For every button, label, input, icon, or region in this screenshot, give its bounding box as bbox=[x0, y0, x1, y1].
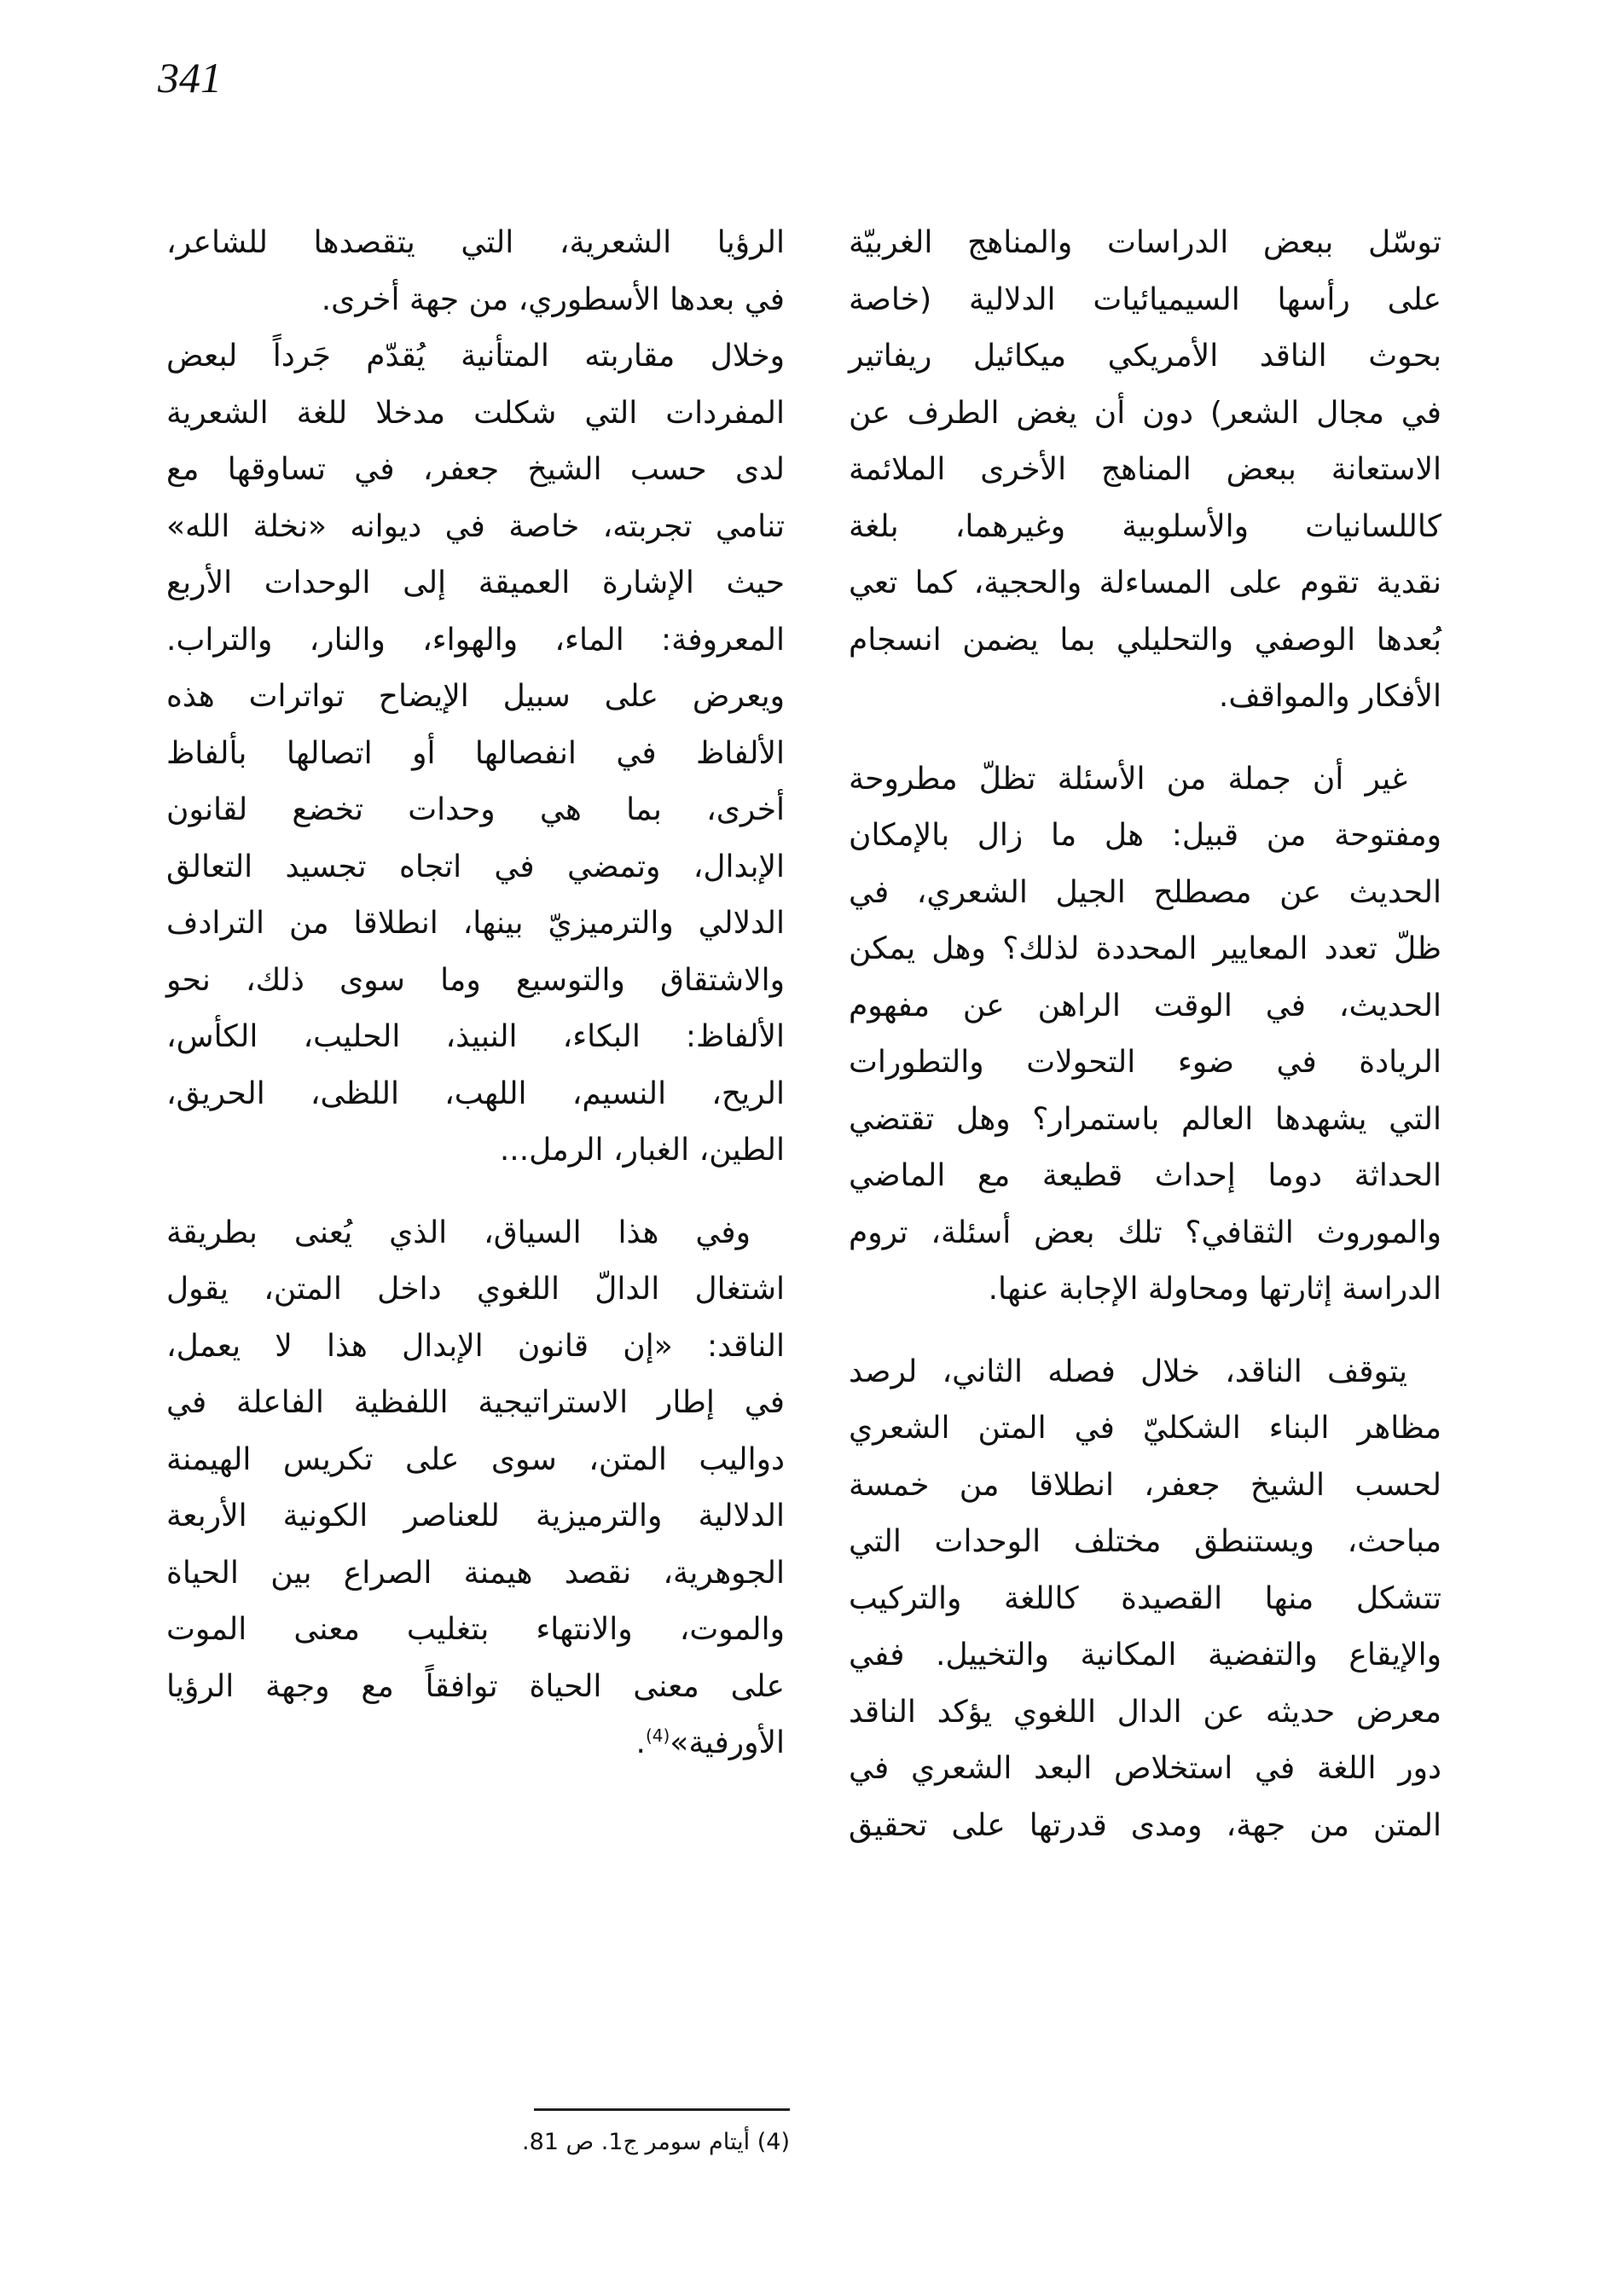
text-line: الريح، النسيم، اللهب، اللظى، الحريق، bbox=[166, 1075, 785, 1111]
text-line: وفي هذا السياق، الذي يُعنى بطريقة bbox=[166, 1215, 751, 1250]
text-line: لدى حسب الشيخ جعفر، في تساوقها مع bbox=[166, 452, 785, 487]
paragraph bbox=[849, 215, 1441, 726]
paragraph bbox=[849, 751, 1441, 1319]
text-line: في بعدها الأسطوري، من جهة أخرى. bbox=[321, 281, 785, 317]
paragraph-gap bbox=[166, 1180, 785, 1205]
paragraph-gap bbox=[849, 1319, 1441, 1344]
text-line: غير أن جملة من الأسئلة تظلّ مطروحة bbox=[849, 761, 1407, 797]
text-line: على رأسها السيميائيات الدلالية (خاصة bbox=[849, 281, 1441, 317]
text-line: الدراسة إثارتها ومحاولة الإجابة عنها. bbox=[988, 1272, 1441, 1307]
text-line: بُعدها الوصفي والتحليلي بما يضمن انسجام bbox=[849, 622, 1441, 658]
text-line: الناقد: «إن قانون الإبدال هذا لا يعمل، bbox=[166, 1328, 785, 1364]
text-line: الدلالية والترميزية للعناصر الكونية الأربعة bbox=[166, 1499, 785, 1533]
text-line: المفردات التي شكلت مدخلا للغة الشعرية bbox=[166, 395, 785, 431]
page-number: 341 bbox=[158, 54, 222, 101]
text-line: بحوث الناقد الأمريكي ميكائيل ريفاتير bbox=[849, 339, 1441, 374]
text-line: الإبدال، وتمضي في اتجاه تجسيد التعالق bbox=[166, 849, 785, 884]
text-line: الرؤيا الشعرية، التي يتقصدها للشاعر، bbox=[166, 225, 785, 260]
text-line: تنامي تجربته، خاصة في ديوانه «نخلة الله» bbox=[166, 508, 785, 544]
text-line: والاشتقاق والتوسيع وما سوى ذلك، نحو bbox=[166, 962, 785, 998]
text-line: والإيقاع والتفضية المكانية والتخييل. ففي bbox=[849, 1638, 1441, 1673]
text-line: الطين، الغبار، الرمل... bbox=[499, 1133, 785, 1168]
text-line: يتوقف الناقد، خلال فصله الثاني، لرصد bbox=[849, 1354, 1407, 1389]
text-line: تتشكل منها القصيدة كاللغة والتركيب bbox=[849, 1580, 1441, 1616]
text-line: المتن من جهة، ومدى قدرتها على تحقيق bbox=[849, 1807, 1441, 1843]
paragraph bbox=[166, 215, 785, 1180]
footnote: (4) أيتام سومر ج1. ص 81. bbox=[521, 2129, 790, 2155]
text-line: دواليب المتن، سوى على تكريس الهيمنة bbox=[166, 1441, 785, 1477]
text-line: مظاهر البناء الشكليّ في المتن الشعري bbox=[849, 1411, 1441, 1446]
text-line: الألفاظ: البكاء، النبيذ، الحليب، الكأس، bbox=[166, 1019, 785, 1054]
text-line: الدلالي والترميزيّ بينها، انطلاقا من الترادف bbox=[166, 906, 785, 941]
paragraph-gap bbox=[849, 726, 1441, 751]
text-line: في إطار الاستراتيجية اللفظية الفاعلة في bbox=[166, 1385, 785, 1420]
text-line: في مجال الشعر) دون أن يغض الطرف عن bbox=[849, 395, 1441, 431]
text-line: توسّل ببعض الدراسات والمناهج الغربيّة bbox=[849, 225, 1441, 260]
text-line: لحسب الشيخ جعفر، انطلاقا من خمسة bbox=[849, 1467, 1441, 1503]
text-line: ويعرض على سبيل الإيضاح تواترات هذه bbox=[166, 679, 785, 714]
text-line: وخلال مقاربته المتأنية يُقدّم جَرداً لبعض bbox=[166, 339, 785, 374]
text-line: الحداثة دوما إحداث قطيعة مع الماضي bbox=[849, 1158, 1441, 1193]
text-line: الأفكار والمواقف. bbox=[1218, 679, 1441, 714]
text-line: الألفاظ في انفصالها أو اتصالها بألفاظ bbox=[166, 735, 785, 771]
text-line: مباحث، ويستنطق مختلف الوحدات التي bbox=[849, 1524, 1441, 1559]
text-line: حيث الإشارة العميقة إلى الوحدات الأربع bbox=[166, 565, 785, 600]
paragraph bbox=[166, 1205, 785, 1772]
footnote-separator bbox=[534, 2108, 790, 2111]
end-punctuation: . bbox=[635, 1725, 646, 1760]
text-line: ومفتوحة من قبيل: هل ما زال بالإمكان bbox=[849, 818, 1441, 853]
text-line: المعروفة: الماء، والهواء، والنار، والتراب. bbox=[166, 622, 785, 658]
text-line: الحديث عن مصطلح الجيل الشعري، في bbox=[849, 874, 1441, 910]
text-line: الجوهرية، نقصد هيمنة الصراع بين الحياة bbox=[166, 1555, 785, 1591]
text-line: كاللسانيات والأسلوبية وغيرهما، بلغة bbox=[849, 508, 1441, 544]
text-line: اشتغال الدالّ اللغوي داخل المتن، يقول bbox=[166, 1272, 785, 1307]
text-line: الاستعانة ببعض المناهج الأخرى الملائمة bbox=[849, 452, 1441, 487]
left-column bbox=[166, 215, 785, 1772]
quote-end-text: الأورفية» bbox=[670, 1725, 785, 1760]
text-line: الحديث، في الوقت الراهن عن مفهوم bbox=[849, 988, 1441, 1023]
text-line: والموت، والانتهاء بتغليب معنى الموت bbox=[166, 1612, 785, 1647]
text-line: التي يشهدها العالم باستمرار؟ وهل تقتضي bbox=[849, 1101, 1441, 1137]
text-line: والموروث الثقافي؟ تلك بعض أسئلة، تروم bbox=[849, 1215, 1441, 1250]
text-line: أخرى، بما هي وحدات تخضع لقانون bbox=[166, 792, 785, 827]
text-line: دور اللغة في استخلاص البعد الشعري في bbox=[849, 1751, 1441, 1786]
text-line: على معنى الحياة توافقاً مع وجهة الرؤيا bbox=[166, 1668, 785, 1704]
paragraph bbox=[849, 1344, 1441, 1855]
text-line bbox=[166, 1715, 785, 1772]
text-line: ظلّ تعدد المعايير المحددة لذلك؟ وهل يمكن bbox=[849, 931, 1441, 966]
text-line: الريادة في ضوء التحولات والتطورات bbox=[849, 1045, 1441, 1080]
right-column bbox=[849, 215, 1441, 1854]
text-line: نقدية تقوم على المساءلة والحجية، كما تعي bbox=[849, 565, 1441, 600]
footnote-reference[interactable]: (4) bbox=[645, 1725, 670, 1746]
text-line: معرض حديثه عن الدال اللغوي يؤكد الناقد bbox=[849, 1694, 1441, 1730]
